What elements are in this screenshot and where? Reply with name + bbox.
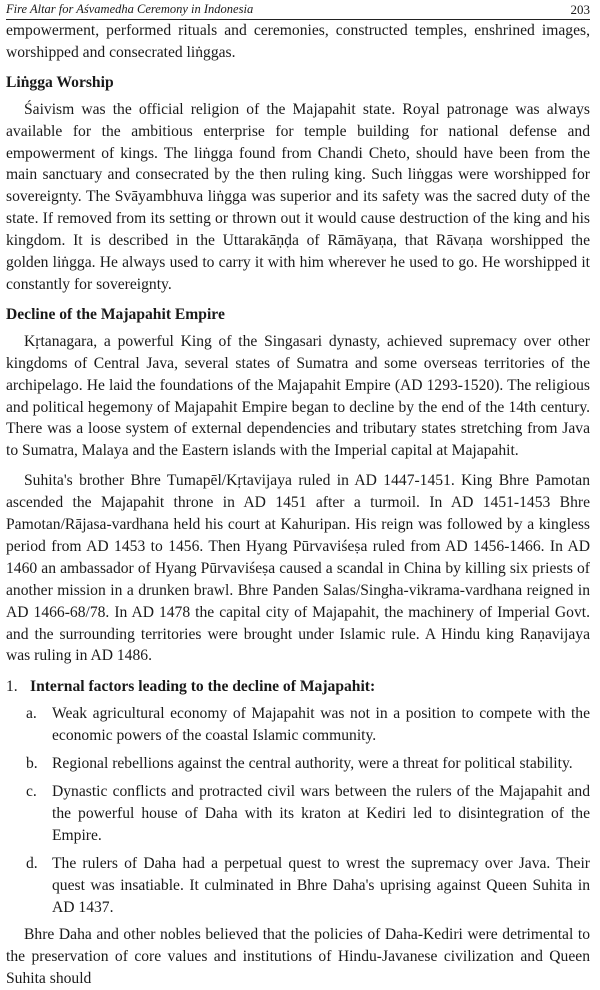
list-item-letter: a. — [26, 705, 37, 723]
list-item-text: Regional rebellions against the central authority, were a threat for political stability. — [52, 755, 573, 773]
list-item — [26, 781, 590, 847]
running-title: Fire Altar for Aśvamedha Ceremony in Indonesia — [6, 2, 254, 16]
section-heading-lingga-worship: Liṅgga Worship — [6, 73, 114, 91]
list-item — [26, 703, 590, 747]
factors-list — [6, 703, 590, 918]
list-item — [26, 753, 590, 775]
list-item-letter: d. — [26, 854, 38, 872]
intro-paragraph: empowerment, performed rituals and ceremonies, constructed temples, enshrined images, worshipped and consecrated liṅggas. — [6, 22, 590, 61]
lingga-worship-paragraph: Śaivism was the official religion of the Majapahit state. Royal patronage was always available for the ambitious enterprise for temple building for national defense and empowerment of kings. The liṅgga found from Chandi Cheto, should have been from the main sanctuary and consecrated by the then ruling king. Such liṅggas were worshipped for sovereignty. The Svāyambhuva liṅgga was superior and its safety was the sacred duty of the state. If removed from its setting or thrown out it would cause destruction of the king and his kingdom. It is described in the Uttarakāṇḍa of Rāmāyaṇa, that Rāvaṇa worshipped the golden liṅgga. He always used to carry it with him wherever he used to go. He worshipped it constantly for sovereignty. — [6, 100, 590, 293]
page-body — [6, 20, 590, 990]
list-item-letter: c. — [26, 783, 37, 800]
list-item — [26, 853, 590, 919]
list-heading — [6, 676, 590, 698]
decline-paragraph-2: Suhita's brother Bhre Tumapēl/Kṛtavijaya ruled in AD 1447-1451. King Bhre Pamotan ascended the Majapahit throne in AD 1451 after a turmoil. In AD 1451-1453 Bhre Pamotan/Rājasa-vardhana held his court at Kahuripan. His reign was followed by a kingless period from AD 1453 to 1456. Then Hyang Pūrvaviśeṣa ruled from AD 1456-1466. In AD 1460 an ambassador of Hyang Pūrvaviśeṣa caused a scandal in China by killing six priests of another mission in a drunken brawl. Bhre Panden Salas/Singha-vikrama-vardhana reigned in AD 1466-68/78. In AD 1478 the capital city of Majapahit, the machinery of Imperial Govt. and the surrounding territories were brought under Islamic rule. A Hindu king Raṇavijaya was ruling in AD 1486. — [6, 472, 590, 665]
list-item-text: Weak agricultural economy of Majapahit was not in a position to compete with the economic powers of the coastal Islamic community. — [52, 705, 590, 745]
list-item-letter: b. — [26, 755, 38, 773]
closing-paragraph: Bhre Daha and other nobles believed that the policies of Daha-Kediri were detrimental to the preservation of core values and institutions of Hindu-Javanese civilization and Queen Suhita should — [6, 926, 590, 988]
list-title: Internal factors leading to the decline of Majapahit: — [30, 678, 376, 696]
running-header — [6, 1, 590, 20]
list-item-text: The rulers of Daha had a perpetual quest to wrest the supremacy over Java. Their quest was insatiable. It culminated in Bhre Daha's uprising against Queen Suhita in AD 1437. — [52, 854, 590, 916]
page-number: 203 — [570, 2, 590, 17]
decline-paragraph-1: Kṛtanagara, a powerful King of the Singasari dynasty, achieved supremacy over other kingdoms of Central Java, several states of Sumatra and some overseas territories of the archipelago. He laid the foundations of the Majapahit Empire (AD 1293-1520). The religious and political hegemony of Majapahit Empire began to decline by the end of the 14th century. There was a loose system of external dependencies and tributary states stretching from Java to Sumatra, Malaya and the Eastern islands with the Imperial capital at Majapahit. — [6, 332, 590, 460]
list-number: 1. — [6, 678, 18, 696]
section-heading-decline: Decline of the Majapahit Empire — [6, 305, 225, 323]
list-item-text: Dynastic conflicts and protracted civil wars between the rulers of the Majapahit and the powerful house of Daha with its kraton at Kediri led to disintegration of the Empire. — [52, 783, 590, 844]
